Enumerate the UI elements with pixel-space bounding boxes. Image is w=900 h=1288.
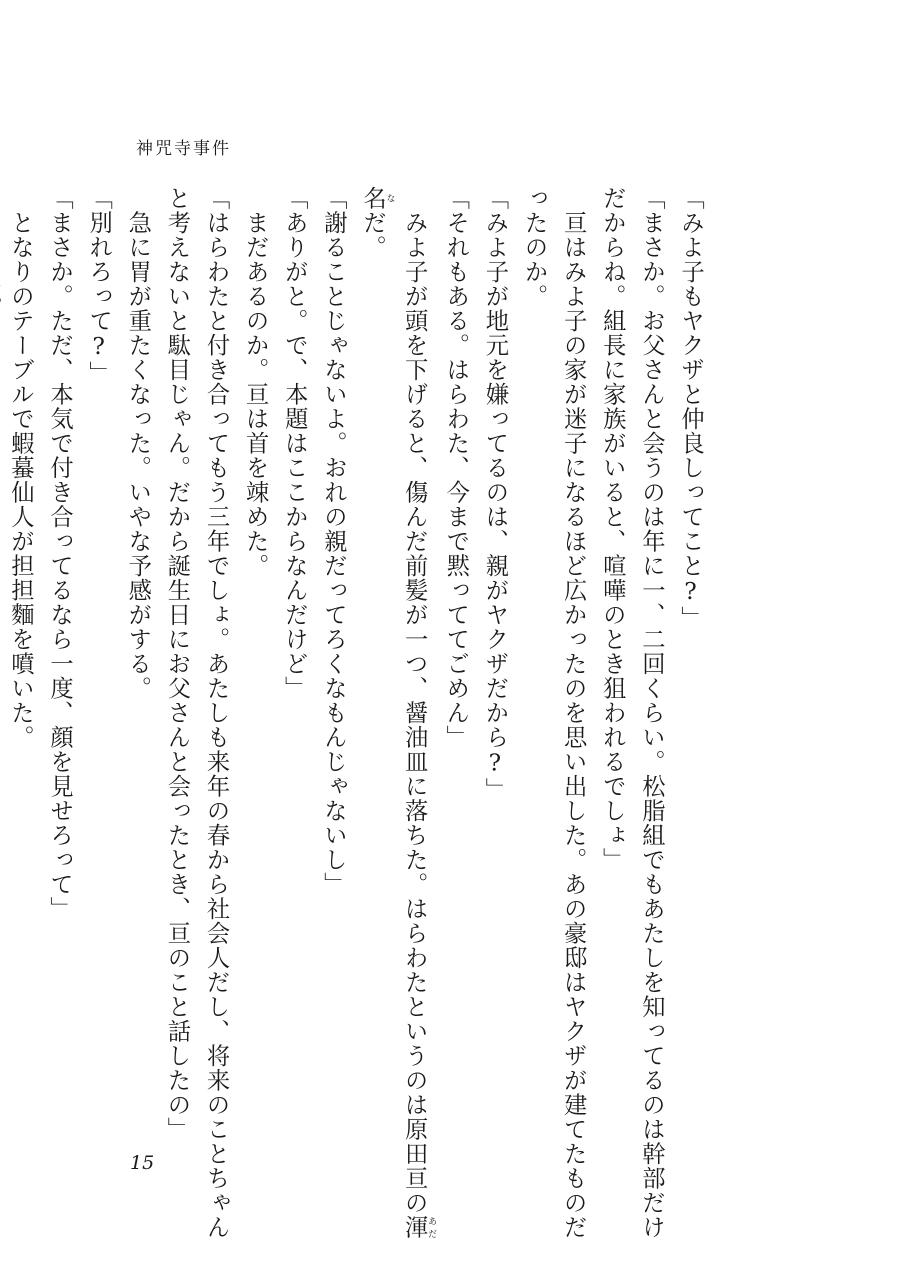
running-head: 神咒寺事件 <box>136 139 231 159</box>
text-line: 亘はみよ子の家が迷子になるほど広かったのを思い出した。あの豪邸はヤクザが建てたものだ <box>559 186 587 1240</box>
text-line-with-ruby <box>395 186 437 1240</box>
text-line: 「別れろって?」 <box>85 186 113 386</box>
text-line-with-ruby <box>353 186 395 1146</box>
text-line: まだあるのか。亘は首を竦めた。 <box>241 186 269 578</box>
page-number: 15 <box>130 1152 155 1174</box>
text-line: だからね。組長に家族がいると、喧嘩のとき狙われるでしょ」 <box>598 186 626 872</box>
text-line: 「ありがと。で、本題はここからなんだけど」 <box>280 186 308 701</box>
text-line: 「謝ることじゃないよ。おれの親だってろくなもんじゃないし」 <box>319 186 347 897</box>
text-line: 「まさか。ただ、本気で付き合ってるなら一度、顔を見せろって」 <box>46 186 73 921</box>
text-line: 急に胃が重たくなった。いやな予感がする。 <box>124 186 152 701</box>
text-line: 「まさか。お父さんと会うのは年に一、二回くらい。松脂組でもあたしを知ってるのは幹部だけ <box>637 186 665 1240</box>
text-line: となりのテーブルで蝦蟇仙人が担担麵を噴いた。 <box>6 186 34 750</box>
text-line: と考えないと駄目じゃん。だから誕生日にお父さんと会ったとき、亘のこと話したの」 <box>163 186 191 1142</box>
text-line-main: みよ子が頭を下げると、傷んだ前髪が一つ、醤油皿に落ちた。はらわたというのは原田亘の <box>400 186 428 1215</box>
text-line: 「それもある。はらわた、今まで黙っててごめん」 <box>442 186 470 750</box>
text-line: 「みよ子が地元を嫌ってるのは、親がヤクザだから?」 <box>481 186 509 803</box>
text-line: 「みよ子もヤクザと仲良しってこと?」 <box>677 186 704 631</box>
ruby-na: 名な <box>359 186 395 211</box>
ruby-ada: 渾あだ <box>400 1215 437 1240</box>
text-line: ったのか。 <box>520 186 548 309</box>
text-line-tail: だ。 <box>359 210 386 260</box>
text-line: 「はらわたと付き合ってもう三年でしょ。あたしも来年の春から社会人だし、将来のことちゃん <box>202 186 230 1240</box>
